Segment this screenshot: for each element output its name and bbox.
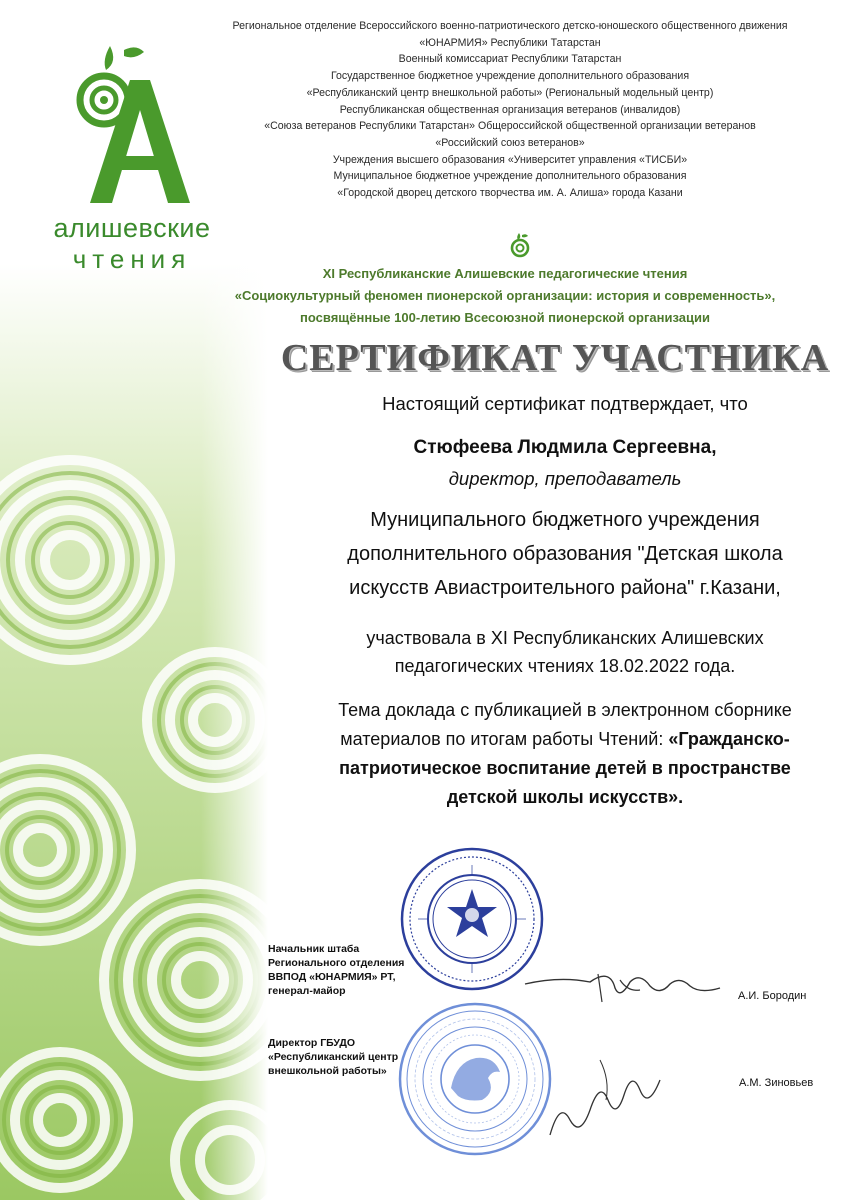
organizer-line: Муниципальное бюджетное учреждение дополнительного образования (333, 170, 687, 183)
topic-line-2-bold: «Гражданско- (668, 729, 790, 749)
organizers-list (190, 18, 830, 202)
organizer-line: «Республиканский центр внешкольной работы» (Региональный модельный центр) (306, 86, 714, 99)
report-topic (290, 696, 840, 812)
event-line-2: «Социокультурный феномен пионерской организации: история и современность», (234, 288, 776, 303)
organizer-line: «ЮНАРМИЯ» Республики Татарстан (419, 36, 601, 49)
organizer-line: «Городской дворец детского творчества им. А. Алиша» города Казани (337, 187, 683, 200)
signatory-1-line-2: Регионального отделения (268, 957, 405, 969)
rcvr-stamp (396, 1000, 554, 1158)
organizer-line: Военный комиссариат Республики Татарстан (398, 53, 622, 66)
organization-line-2: дополнительного образования "Детская школа (347, 543, 783, 565)
organization-line-3: искусств Авиастроительного района" г.Казани, (349, 577, 781, 599)
topic-line-4-bold: детской школы искусств». (446, 787, 684, 807)
event-line-1: XI Республиканские Алишевские педагогические чтения (322, 266, 688, 281)
signatory-2-line-3: внешкольной работы» (268, 1065, 387, 1077)
organizer-line: Государственное бюджетное учреждение дополнительного образования (330, 70, 690, 83)
apple-swirl-icon (508, 232, 532, 258)
recipient-position: директор, преподаватель (448, 468, 682, 489)
signatory-2-name: А.М. Зиновьев (739, 1077, 814, 1089)
organizer-line: Республиканская общественная организация ветеранов (инвалидов) (339, 103, 681, 116)
event-line-3: посвящённые 100-летию Всесоюзной пионерской организации (300, 310, 710, 325)
topic-line-4 (290, 783, 840, 812)
topic-line-3-bold: патриотическое воспитание детей в пространстве (339, 758, 791, 778)
logo-text-alishevskie: алишевские (53, 213, 211, 243)
signatory-1-name: А.И. Бородин (738, 990, 807, 1002)
signatory-1-line-3: ВВПОД «ЮНАРМИЯ» РТ, (268, 971, 396, 983)
topic-line-3 (290, 754, 840, 783)
signatory-2-title (268, 1036, 398, 1078)
signatory-1-title (268, 942, 404, 998)
logo-text-chteniya: чтения (72, 244, 192, 274)
confirm-text: Настоящий сертификат подтверждает, что (382, 393, 748, 414)
event-description (160, 263, 848, 329)
organizer-line: Региональное отделение Всероссийского военно-патриотического детско-юношеского общественного движения (232, 20, 788, 32)
recipient-name: Стюфеева Людмила Сергеевна, (413, 437, 717, 458)
participation-line-2: педагогических чтениях 18.02.2022 года. (394, 656, 736, 676)
signature-zinovyev (540, 1040, 670, 1140)
signatory-1-line-4: генерал-майор (268, 985, 346, 997)
organizer-line: Учреждения высшего образования «Университет управления «ТИСБИ» (332, 153, 688, 166)
organizer-line: «Российский союз ветеранов» (435, 136, 585, 149)
organizer-line: «Союза ветеранов Республики Татарстан» Общероссийской общественной организации ветеранов (264, 120, 756, 133)
signatory-2-line-2: «Республиканский центр (268, 1051, 399, 1063)
signatory-1-line-1: Начальник штаба (268, 943, 360, 955)
organization-line-1: Муниципального бюджетного учреждения (370, 509, 760, 531)
participation-line-1: участвовала в XI Республиканских Алишевских (366, 628, 764, 648)
recipient-organization (290, 503, 840, 605)
signatory-2-line-1: Директор ГБУДО (268, 1037, 356, 1049)
topic-line-2-plain: материалов по итогам работы Чтений: (340, 729, 669, 749)
topic-line-2 (290, 725, 840, 754)
participation-text (290, 624, 840, 680)
certificate-title: СЕРТИФИКАТ УЧАСТНИКА (280, 337, 830, 379)
topic-line-1: Тема доклада с публикацией в электронном сборнике (338, 700, 792, 720)
